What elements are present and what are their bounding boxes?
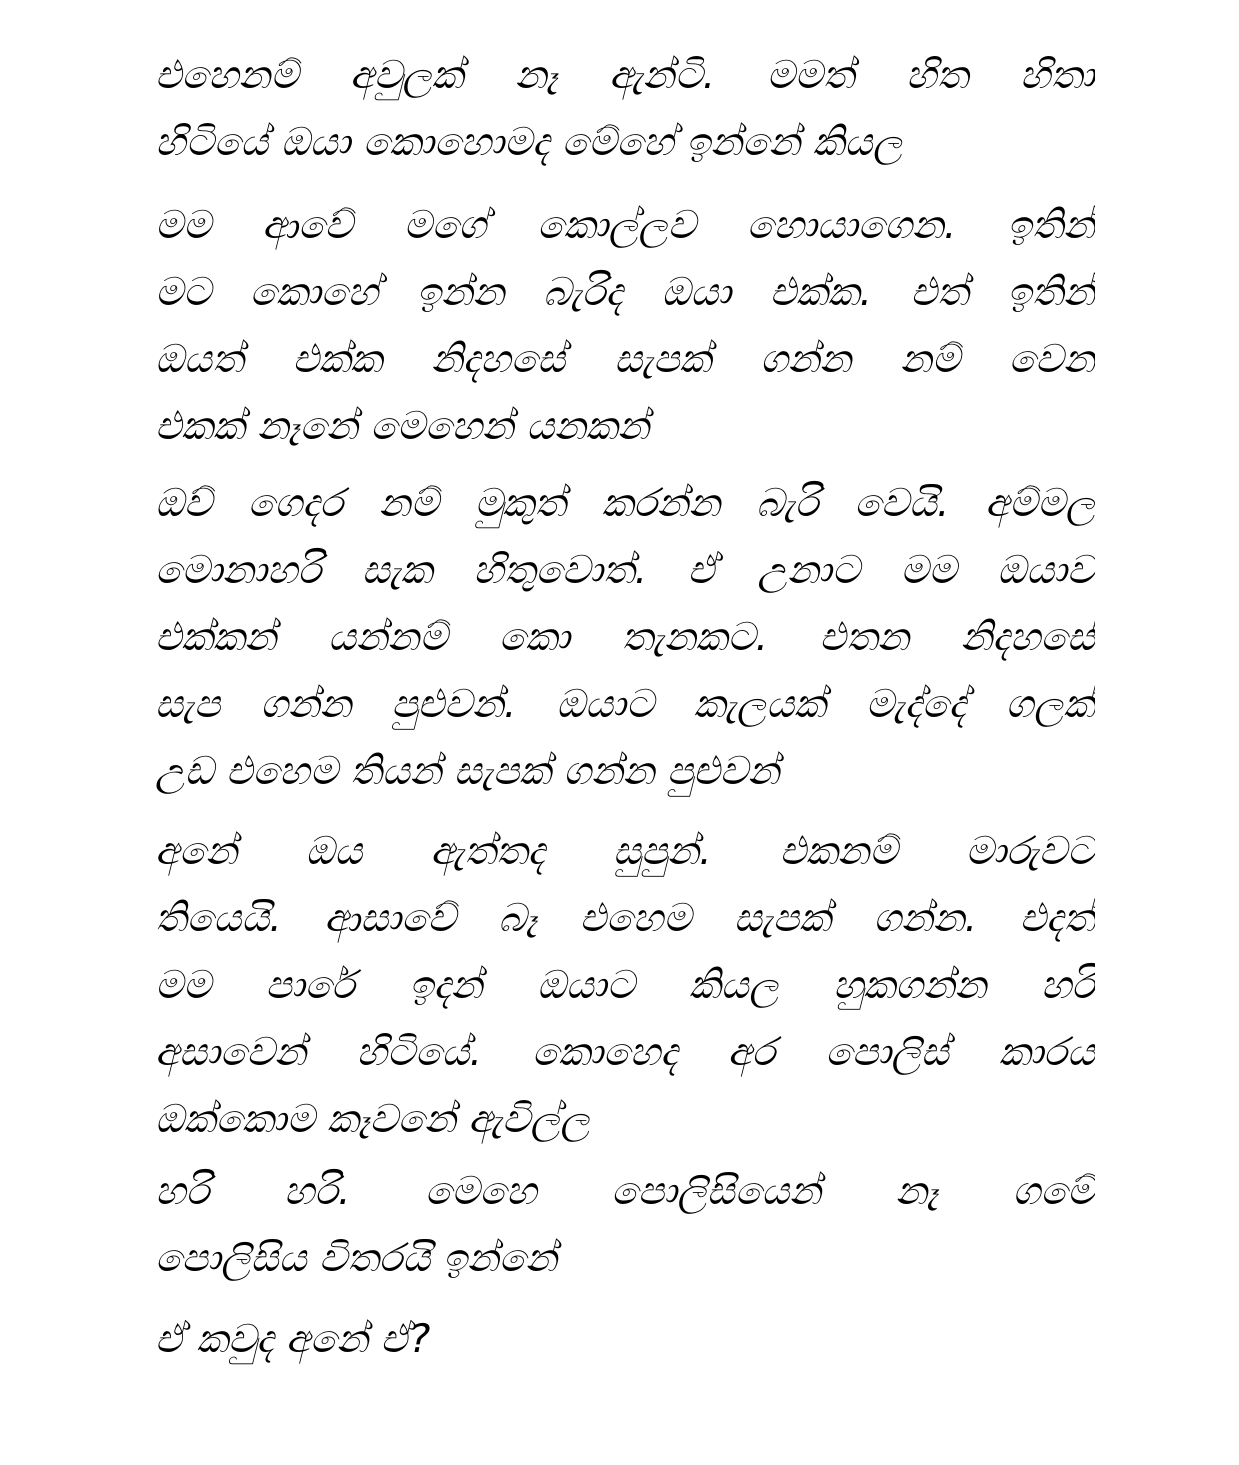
text-line: ඒ කවුද අනේ ඒ? — [155, 1317, 431, 1362]
paragraph-1 — [155, 42, 1095, 176]
text-line: තියෙයි. ආසාවේ බෑ එහෙම සැපක් ගන්න. එදත් — [155, 896, 1095, 941]
text-line: ඔව් ගෙදර නම් මුකුත් කරන්න බැරි වෙයි. අම්මල — [155, 481, 1095, 526]
text-line: සැප ගන්න පුළුවන්. ඔයාට කැලයක් මැද්දේ ගලක් — [155, 682, 1095, 727]
document-page — [155, 0, 1095, 1465]
text-line: එකක් නෑනේ මෙහෙන් යනකන් — [155, 404, 650, 449]
text-line: ඔක්කොම කෑවනේ ඇවිල්ල — [155, 1097, 590, 1142]
text-line: හරි හරි. මෙහෙ පොලිසියෙන් නෑ ගමේ — [155, 1169, 1095, 1214]
text-line: එහෙනම් අවුලක් නෑ ඇන්ටි. මමත් හිත හිතා — [155, 53, 1095, 98]
text-line: හිටියේ ඔයා කොහොමද මේහේ ඉන්නේ කියල — [155, 120, 903, 165]
text-line: එක්කන් යන්නම් කො තැනකට. එතන නිදහසේ — [155, 615, 1095, 660]
paragraph-4 — [155, 818, 1095, 1153]
text-line: මම ආවේ මගේ කොල්ලව හොයාගෙන. ඉතින් — [155, 203, 1095, 248]
paragraph-5 — [155, 1158, 1095, 1292]
text-line: මොනාහරි සැක හිතුවොත්. ඒ උනාට මම ඔයාව — [155, 548, 1095, 593]
paragraph-6 — [155, 1306, 1095, 1373]
text-line: ඔයත් එක්ක නිදහසේ සැපක් ගන්න නම් වෙන — [155, 337, 1095, 382]
text-line: උඩ එහෙම තියන් සැපක් ගන්න පුළුවන් — [155, 749, 780, 794]
text-line: පොලිසිය විතරයි ඉන්නේ — [155, 1236, 558, 1281]
paragraph-3 — [155, 470, 1095, 805]
text-line: අනේ ඔය ඇත්තද සුපුන්. එකනම් මාරුවට — [155, 829, 1095, 874]
text-line: මට කොහේ ඉන්න බැරිද ඔයා එක්ක. එත් ඉතින් — [155, 270, 1095, 315]
text-line: අසාවෙන් හිටියේ. කොහෙද අර පොලිස් කාරය — [155, 1030, 1095, 1075]
text-line: මම පාරේ ඉදන් ඔයාට කියල හුකගන්න හරි — [155, 963, 1095, 1008]
paragraph-2 — [155, 192, 1095, 460]
